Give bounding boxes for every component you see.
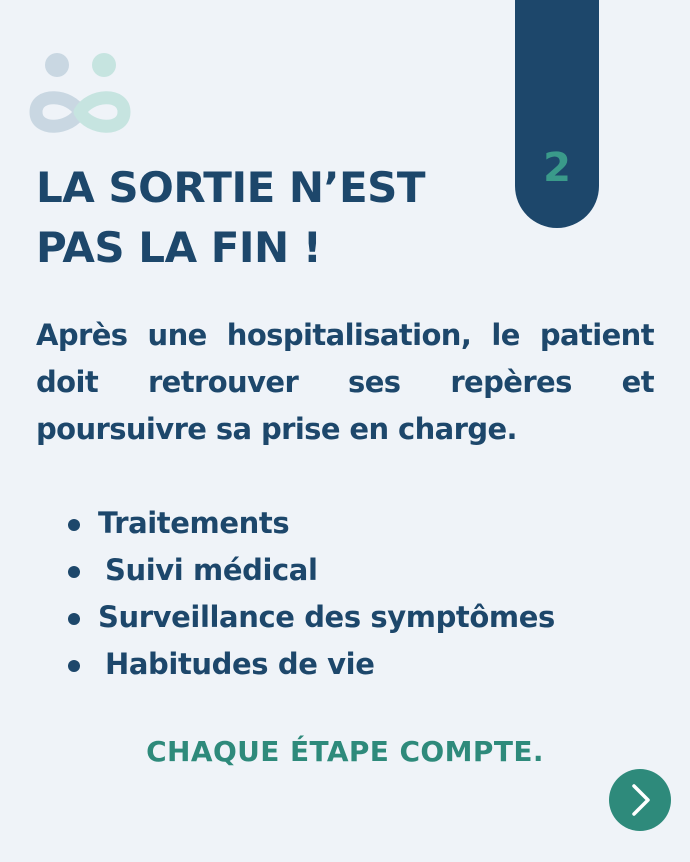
bullet-dot-icon <box>68 566 80 578</box>
step-ribbon <box>515 0 599 228</box>
bullet-dot-icon <box>68 613 80 625</box>
page-title <box>36 158 506 277</box>
motto-text: CHAQUE ÉTAPE COMPTE. <box>146 735 544 768</box>
infinity-people-logo-icon <box>26 48 134 142</box>
title-line-1: LA SORTIE N’EST <box>36 163 426 212</box>
list-item-label: Habitudes de vie <box>105 647 375 681</box>
next-button[interactable] <box>609 769 671 831</box>
list-item-label: Surveillance des symptômes <box>98 600 555 634</box>
list-item-label: Suivi médical <box>105 553 318 587</box>
bullet-dot-icon <box>68 519 80 531</box>
chevron-right-icon <box>609 769 671 831</box>
list-item-label: Traitements <box>98 506 290 540</box>
step-number: 2 <box>543 145 571 191</box>
bullet-dot-icon <box>68 660 80 672</box>
title-line-2: PAS LA FIN ! <box>36 222 322 272</box>
intro-paragraph: Après une hospitalisation, le patient doit retrouver ses repères et poursuivre sa prise en charge. <box>36 318 654 446</box>
